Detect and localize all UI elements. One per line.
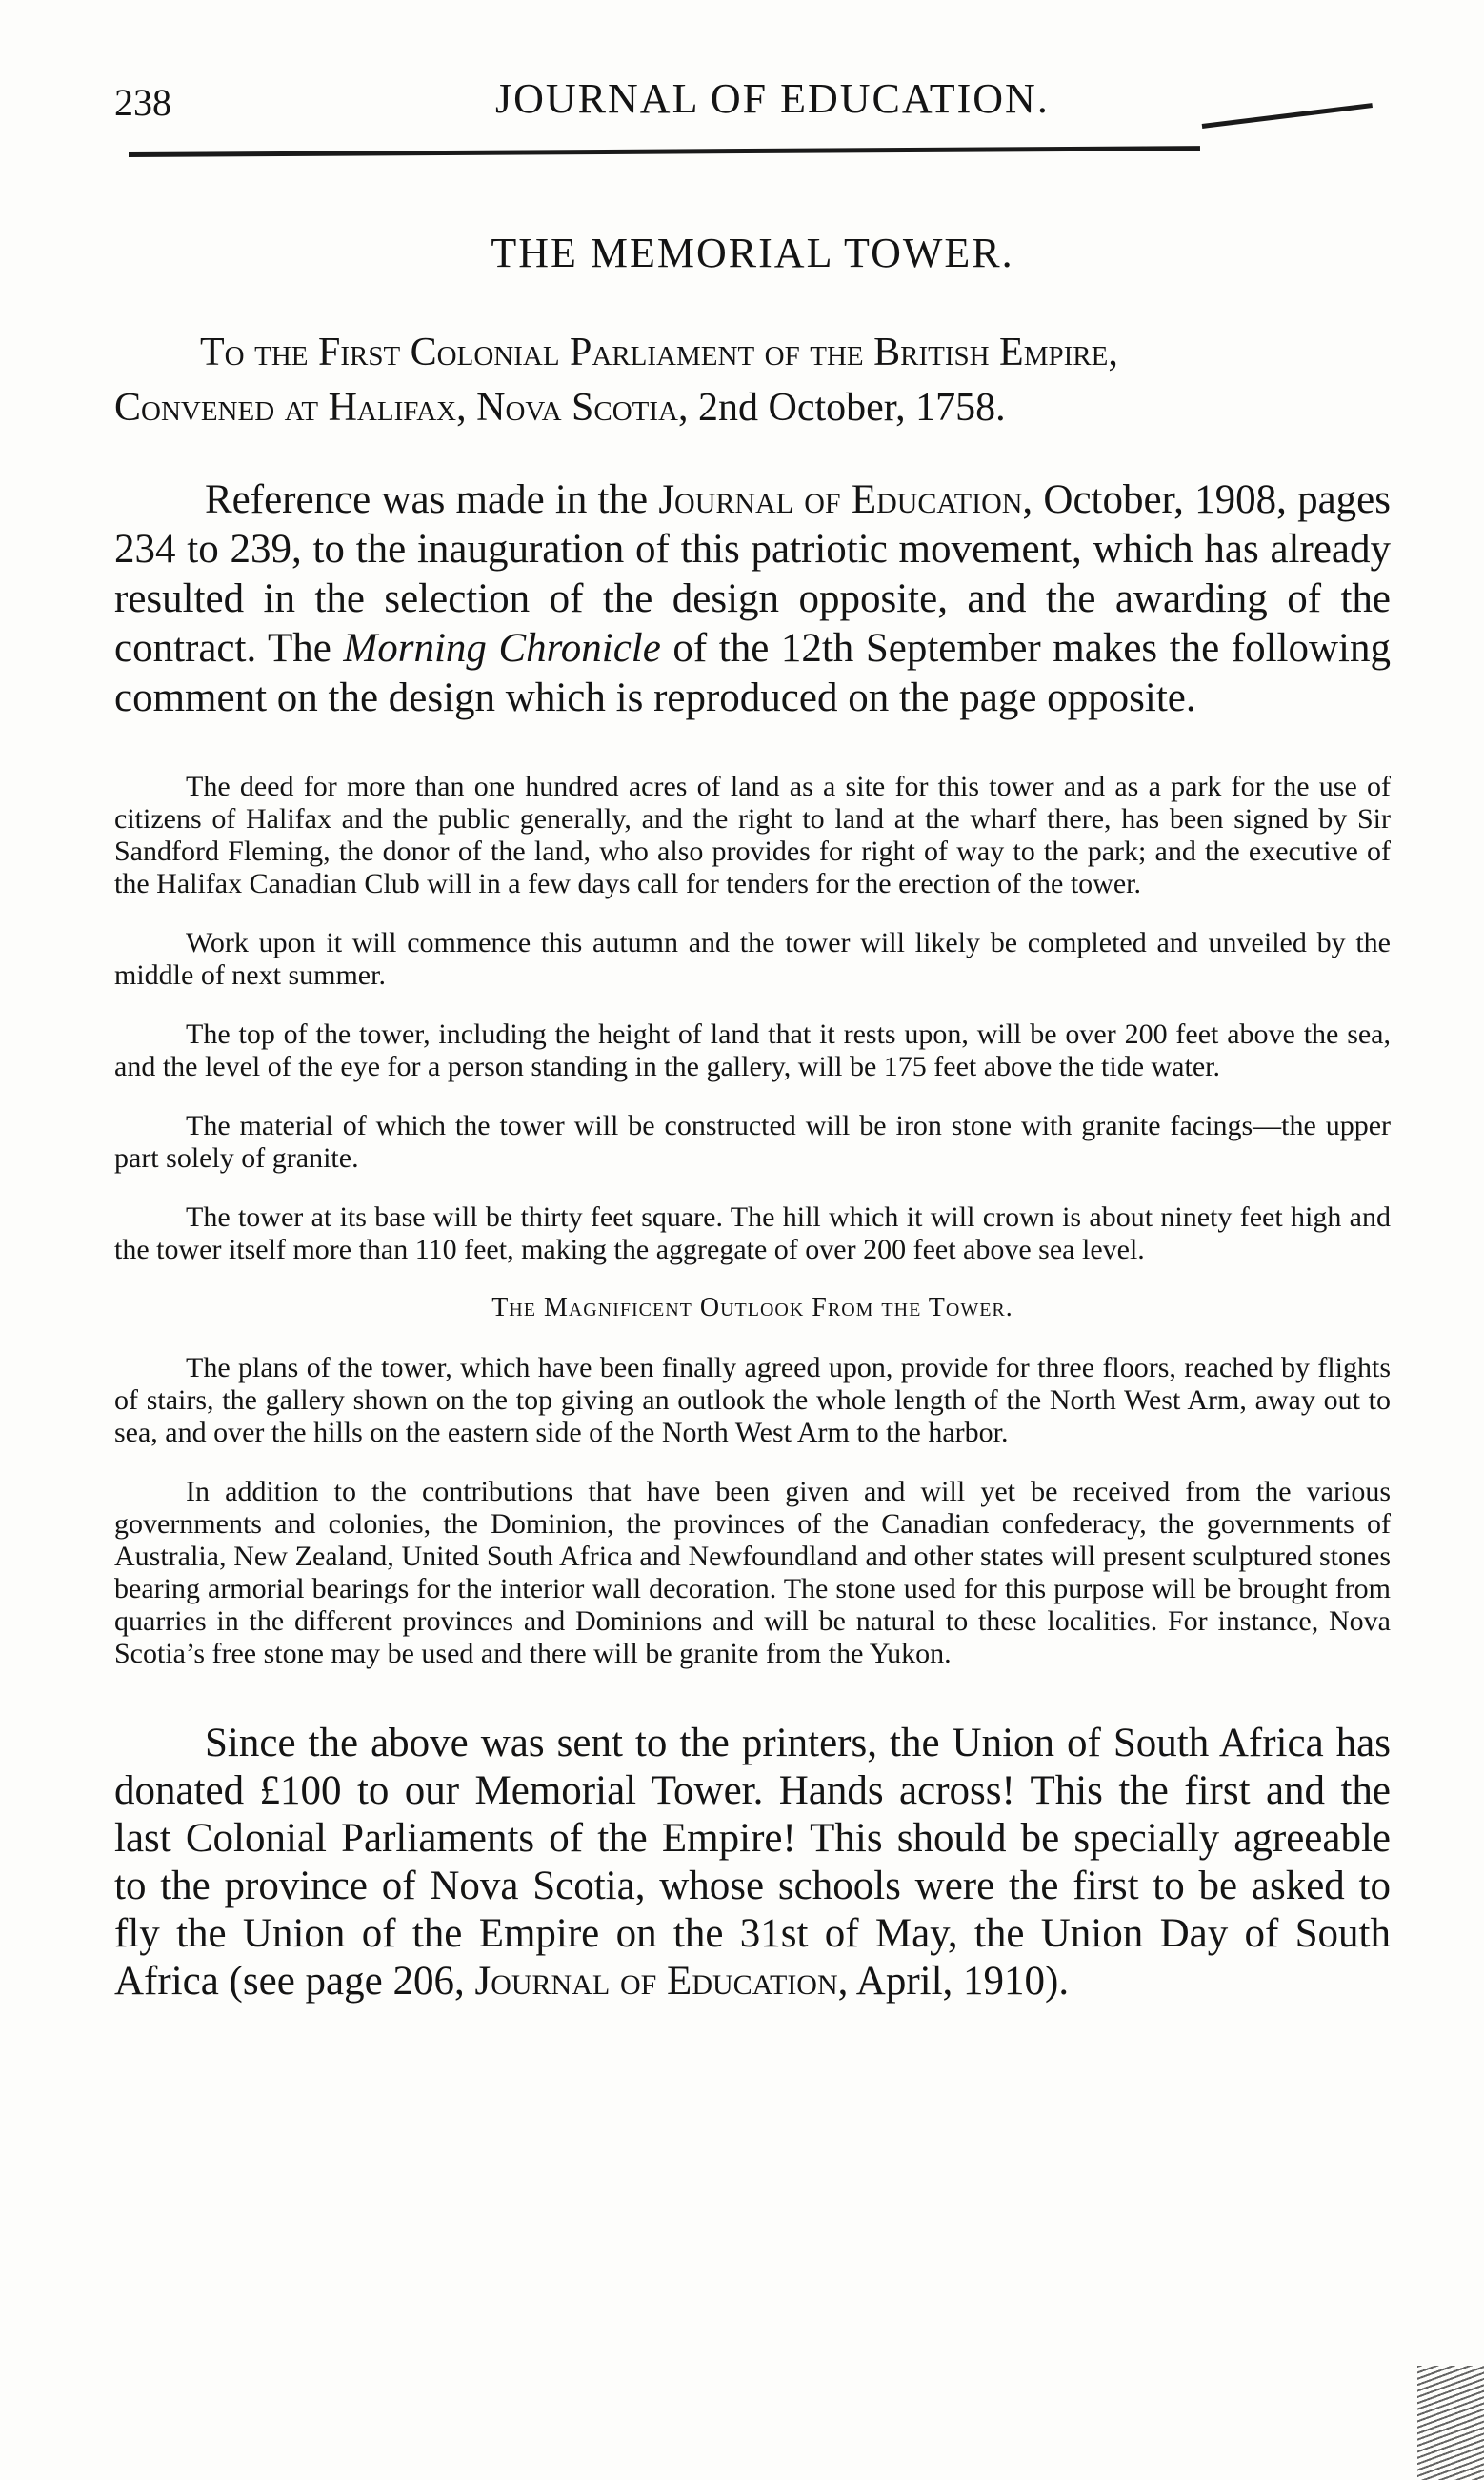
header-rule <box>129 146 1200 157</box>
quote-paragraph-3: The top of the tower, including the height of land that it rests upon, will be over 200 feet above the sea, and the level of the eye for a person standing in the gallery, will be 175 feet above the tide water. <box>114 1018 1391 1082</box>
section-subheading: The Magnificent Outlook From the Tower. <box>491 1293 1013 1322</box>
quote-paragraph-2: Work upon it will commence this autumn and the tower will likely be completed and unveiled by the middle of next summer. <box>114 927 1391 991</box>
lead-text-a: Reference was made in the <box>205 477 659 522</box>
quote-paragraph-5: The tower at its base will be thirty feet square. The hill which it will crown is about ninety feet high and the tower itself more than 110 feet, making the aggregate of over 200 feet above sea level. <box>114 1201 1391 1265</box>
page-number: 238 <box>114 81 171 124</box>
dedication-date: 2nd October, 1758. <box>698 386 1006 430</box>
quote-paragraph-1: The deed for more than one hundred acres of land as a site for this tower and as a park for the use of citizens of Halifax and the public generally, and the right to land at the wharf there, has been signed by Sir Sandford Fleming, the donor of the land, who also provides for right of way to the park; and the executive of the Halifax Canadian Club will in a few days call for tenders for the erection of the tower. <box>114 771 1391 899</box>
closing-paragraph <box>114 1720 1391 2006</box>
lead-text-c: of the 12th September makes the following comment on the design which is reproduced on the page opposite. <box>114 626 1391 720</box>
dedication <box>114 325 1391 435</box>
lead-text-b: , October, 1908, pages 234 to 239, to the inauguration of this patriotic movement, which has already resulted in the selection of the design opposite, and the awarding of the contract. The <box>114 477 1391 671</box>
journal-title: JOURNAL OF EDUCATION. <box>495 75 1050 122</box>
lead-journal-name: Journal of Education <box>658 477 1023 522</box>
article-title: THE MEMORIAL TOWER. <box>491 230 1014 276</box>
quote-paragraph-7: In addition to the contributions that have been given and will yet be received from the various governments and colonies, the Dominion, the provinces of the Canadian confederacy, the governments of Australia, New Zealand, United South Africa and Newfoundland and other states will present sculptured stones bearing armorial bearings for the interior wall decoration. The stone used for this purpose will be brought from quarries in the different provinces and Dominions and will be natural to these localities. For instance, Nova Scotia’s free stone may be used and there will be granite from the Yukon. <box>114 1476 1391 1669</box>
closing-journal-name: Journal of Education <box>474 1959 838 2004</box>
quote-paragraph-6: The plans of the tower, which have been finally agreed upon, provide for three floors, reached by flights of stairs, the gallery shown on the top giving an outlook the whole length of the North West Arm, away out to sea, and over the hills on the eastern side of the North West Arm to the harbor. <box>114 1352 1391 1448</box>
scan-edge-artifact <box>1417 2366 1484 2480</box>
lead-newspaper-name: Morning Chronicle <box>343 626 661 671</box>
closing-text-b: , April, 1910). <box>837 1959 1070 2004</box>
dedication-line-2a: Convened at Halifax, Nova Scotia, <box>114 386 698 430</box>
dedication-line-1: To the First Colonial Parliament of the British Empire, <box>200 331 1118 374</box>
closing-text-a: Since the above was sent to the printers, the Union of South Africa has donated £100 to our Memorial Tower. Hands across! This the first and the last Colonial Parliaments of the Empire! This should be specially agreeable to the province of Nova Scotia, whose schools were the first to be asked to fly the Union of the Empire on the 31st of May, the Union Day of South Africa (see page 206, <box>114 1721 1391 2004</box>
quote-paragraph-4: The material of which the tower will be constructed will be iron stone with granite facings—the upper part solely of granite. <box>114 1110 1391 1174</box>
lead-paragraph <box>114 475 1391 723</box>
running-head <box>114 74 1381 131</box>
article <box>114 229 1391 2006</box>
